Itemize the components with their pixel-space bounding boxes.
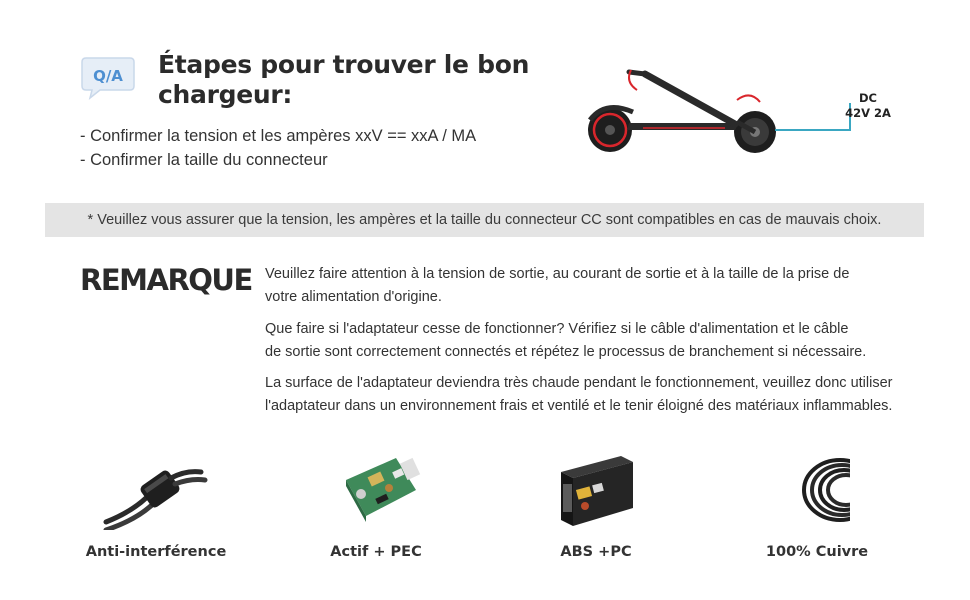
remarque-paragraph	[265, 318, 915, 364]
scooter-illustration	[585, 60, 800, 165]
feature-label: 100% Cuivre	[765, 544, 869, 560]
feature-copper	[717, 450, 917, 560]
paragraph-line: La surface de l'adaptateur deviendra très chaude pendant le fonctionnement, veuillez donc utiliser	[265, 375, 893, 391]
feature-label: Anti-interférence	[85, 544, 227, 560]
step-item: - Confirmer la taille du connecteur	[80, 151, 328, 169]
feature-actif-pec	[276, 450, 476, 560]
charging-cable-line	[798, 129, 850, 131]
remarque-paragraph	[265, 372, 915, 418]
paragraph-line: Veuillez faire attention à la tension de sortie, au courant de sortie et à la taille de la prise de	[265, 266, 850, 282]
dc-label-line1: DC	[859, 91, 877, 105]
copper-wire-icon	[762, 450, 872, 530]
feature-label: Actif + PEC	[330, 544, 422, 560]
title-line-1: Étapes pour trouver le bon	[158, 50, 530, 79]
paragraph-line: votre alimentation d'origine.	[265, 289, 442, 305]
feature-label: ABS +PC	[560, 544, 632, 560]
dc-spec-label	[836, 91, 900, 121]
warning-banner: * Veuillez vous assurer que la tension, les ampères et la taille du connecteur CC sont compatibles en cas de mauvais choix.	[45, 203, 924, 237]
paragraph-line: de sortie sont correctement connectés et répétez le processus de branchement si nécessaire.	[265, 344, 867, 360]
feature-anti-interference	[56, 450, 256, 560]
paragraph-line: l'adaptateur dans un environnement frais et ventilé et le tenir éloigné des matériaux inflammables.	[265, 398, 893, 414]
adapter-casing-icon	[541, 450, 651, 530]
qa-bubble-icon	[80, 54, 136, 100]
remarque-heading: REMARQUE	[80, 263, 252, 297]
feature-abs-pc	[496, 450, 696, 560]
circuit-board-icon	[321, 450, 431, 530]
paragraph-line: Que faire si l'adaptateur cesse de fonctionner? Vérifiez si le câble d'alimentation et le câble	[265, 321, 849, 337]
page-title	[158, 50, 558, 110]
ferrite-cable-icon	[101, 450, 211, 530]
step-item: - Confirmer la tension et les ampères xxV == xxA / MA	[80, 127, 477, 145]
steps-list	[80, 124, 476, 172]
dc-label-line2: 42V 2A	[845, 106, 891, 120]
remarque-paragraph	[265, 263, 915, 309]
svg-text:Q/A: Q/A	[93, 67, 123, 85]
title-line-2: chargeur:	[158, 80, 293, 109]
